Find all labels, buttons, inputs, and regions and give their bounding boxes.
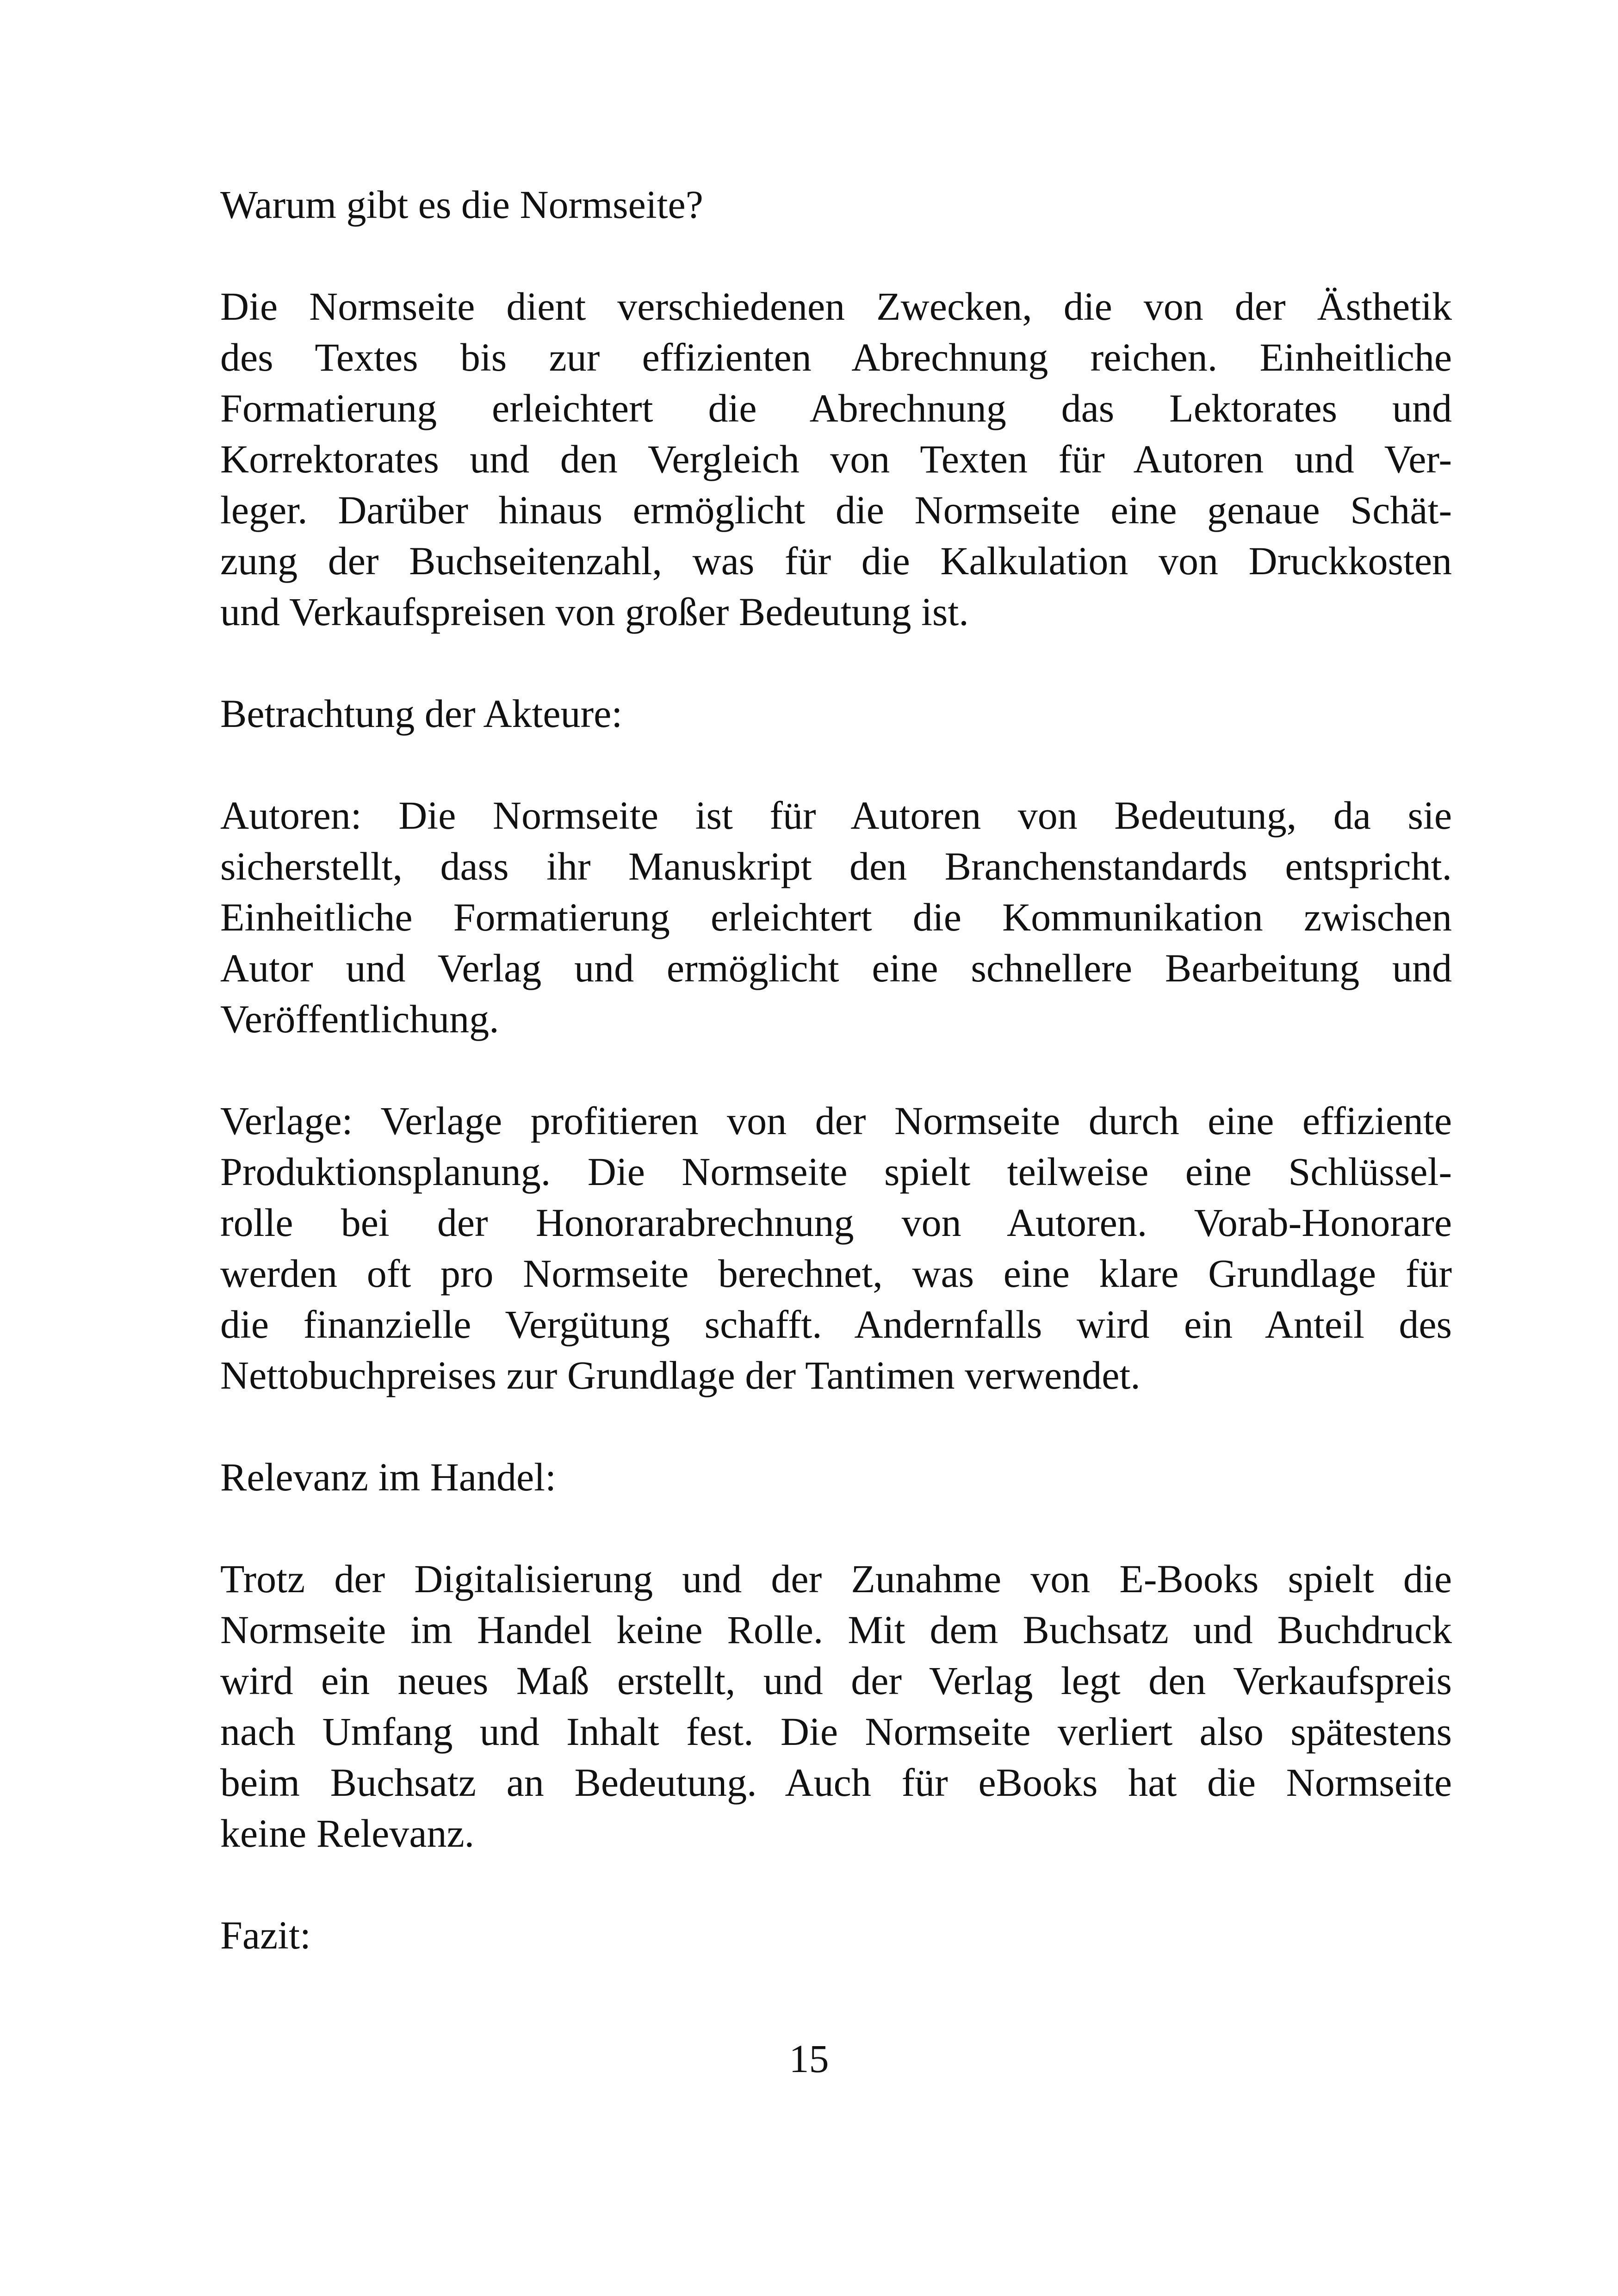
- text-line: Warum gibt es die Normseite?: [220, 182, 703, 227]
- text-line: Verlage: Verlage profitieren von der Normseite durch eine effiziente: [220, 1098, 1452, 1143]
- text-line: nach Umfang und Inhalt fest. Die Normseite verliert also spätestens: [220, 1709, 1452, 1754]
- text-line: Normseite im Handel keine Rolle. Mit dem Buchsatz und Buchdruck: [220, 1607, 1452, 1652]
- paragraph: [220, 790, 1452, 1044]
- text-line: werden oft pro Normseite berechnet, was eine klare Grundlage für: [220, 1251, 1452, 1296]
- text-line: sicherstellt, dass ihr Manuskript den Branchenstandards entspricht.: [220, 844, 1452, 888]
- paragraph: [220, 1553, 1452, 1859]
- paragraph: [220, 281, 1452, 637]
- text-line: Autor und Verlag und ermöglicht eine schnellere Bearbeitung und: [220, 946, 1452, 990]
- text-line: keine Relevanz.: [220, 1811, 475, 1855]
- text-line: Nettobuchpreises zur Grundlage der Tantimen verwendet.: [220, 1353, 1141, 1397]
- text-line: leger. Darüber hinaus ermöglicht die Normseite eine genaue Schät-: [220, 488, 1452, 532]
- text-line: Veröffentlichung.: [220, 997, 499, 1041]
- text-line: die finanzielle Vergütung schafft. Andernfalls wird ein Anteil des: [220, 1302, 1452, 1347]
- text-line: Fazit:: [220, 1913, 311, 1957]
- text-line: Formatierung erleichtert die Abrechnung das Lektorates und: [220, 386, 1452, 430]
- text-line: zung der Buchseitenzahl, was für die Kalkulation von Druckkosten: [220, 539, 1452, 583]
- text-line: Betrachtung der Akteure:: [220, 691, 623, 736]
- text-line: Die Normseite dient verschiedenen Zwecken, die von der Ästhetik: [220, 284, 1452, 329]
- text-line: und Verkaufspreisen von großer Bedeutung ist.: [220, 590, 969, 634]
- text-line: Einheitliche Formatierung erleichtert die Kommunikation zwischen: [220, 895, 1452, 939]
- text-line: des Textes bis zur effizienten Abrechnung reichen. Einheitliche: [220, 335, 1452, 379]
- paragraph: [220, 1452, 1452, 1502]
- text-line: Autoren: Die Normseite ist für Autoren von Bedeutung, da sie: [220, 793, 1452, 838]
- text-line: Produktionsplanung. Die Normseite spielt teilweise eine Schlüssel-: [220, 1149, 1452, 1194]
- page-body: [220, 179, 1452, 2011]
- text-line: rolle bei der Honorarabrechnung von Autoren. Vorab-Honorare: [220, 1200, 1452, 1245]
- text-line: wird ein neues Maß erstellt, und der Verlag legt den Verkaufspreis: [220, 1658, 1452, 1703]
- paragraph: [220, 179, 1452, 230]
- paragraph: [220, 688, 1452, 739]
- text-line: Relevanz im Handel:: [220, 1455, 556, 1499]
- paragraph: [220, 1095, 1452, 1401]
- text-line: Trotz der Digitalisierung und der Zunahme von E-Books spielt die: [220, 1557, 1452, 1601]
- text-line: beim Buchsatz an Bedeutung. Auch für eBooks hat die Normseite: [220, 1760, 1452, 1805]
- page-number: 15: [789, 2036, 829, 2081]
- paragraph: [220, 1910, 1452, 1961]
- text-line: Korrektorates und den Vergleich von Texten für Autoren und Ver-: [220, 437, 1452, 481]
